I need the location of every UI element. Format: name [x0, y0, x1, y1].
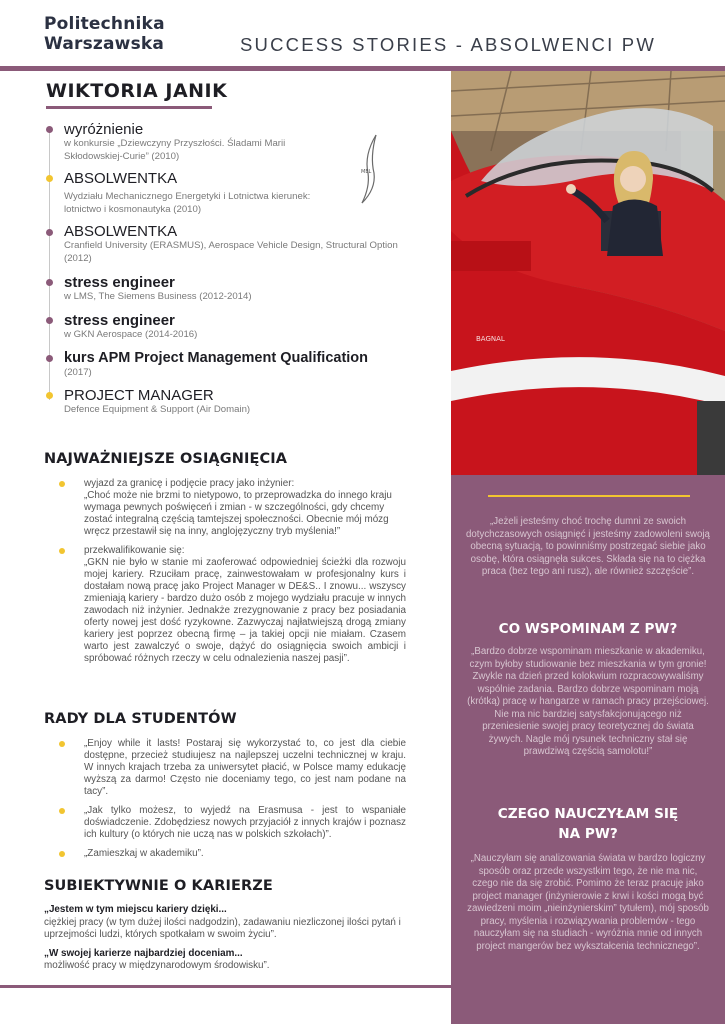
list-item [84, 805, 406, 841]
mel-logo-text: MEL [361, 169, 372, 175]
achievement-text: „Choć może nie brzmi to nietypowo, to przeprowadzka do innego kraju wymaga pewnych poświęceń i zmian - w szczególności, gdy chcemy zostać integralną częścią tamtejszej społeczności. Obecnie mój mózg wręcz przestawił się na inny, anglojęzyczny tryb myślenia!” [84, 490, 392, 537]
achievement-text: „GKN nie było w stanie mi zaoferować odpowiedniej ścieżki dla rozwoju mojej kariery. Rzuciłam pracę, zainwestowałam w profesjonalny kurs i dostałam nową pracę jako Project Manager w DE&S.. I znowu... wszyscy zmieniają kariery - bardzo dużo osób z mojego wydziału pracuje w innych zawodach niż inżynier. Jednakże zrezygnowanie z pracy bez posiadania oferty nowej jest dość ryzykowne. Zazwyczaj najłatwiejszą drogą zmiany kariery jest poprzez obecną firmę – ja takiej opcji nie miałam. Czasem warto jest zawalczyć o swoje, dążyć do osiągnięcia swoich ambicji i spróbować różnych rzeczy w celu odnalezienia naszej pasji”. [84, 557, 406, 664]
list-item [84, 848, 406, 860]
career-question: „Jestem w tym miejscu kariery dzięki... [44, 904, 227, 915]
achievement-lead: wyjazd za granicę i podjęcie pracy jako inżynier: [84, 478, 295, 489]
timeline-dot [46, 279, 53, 286]
university-logo [44, 14, 165, 54]
timeline-dot [46, 317, 53, 324]
timeline-entry [64, 350, 444, 380]
timeline-title: ABSOLWENTKA [64, 170, 178, 187]
achievement-lead: przekwalifikowanie się: [84, 545, 185, 556]
portrait-photo [451, 71, 725, 475]
timeline-detail: w GKN Aerospace (2014-2016) [64, 329, 198, 340]
page-title: SUCCESS STORIES - ABSOLWENCI PW [240, 34, 656, 55]
list-item [84, 478, 406, 538]
career-question: „W swojej karierze najbardziej doceniam... [44, 947, 243, 959]
timeline-detail: Cranfield University (ERASMUS), Aerospace Vehicle Design, Structural Option (2012) [64, 240, 398, 264]
timeline-entry [64, 274, 414, 304]
timeline-detail: w LMS, The Siemens Business (2012-2014) [64, 291, 252, 302]
timeline-detail: (2017) [64, 367, 92, 378]
timeline-title: wyróżnienie [64, 121, 144, 138]
bullet-icon [59, 741, 65, 747]
mel-faculty-logo [356, 133, 386, 205]
aircraft-lettering: BAGNAL [476, 335, 505, 343]
sidebar-quote: „Jeżeli jesteśmy choć trochę dumni ze swoich dotychczasowych osiągnięć i jesteśmy zadowoleni swoją obecną sytuacją, to powinniśmy postrzegać siebie jako osobę, która osiągnęła sukces. Składa się na to ciężka praca (bez tego ani rusz), ale również szczęście”. [466, 516, 710, 577]
advice-text: „Zamieszkaj w akademiku”. [84, 848, 204, 859]
advice-list [84, 738, 406, 860]
person-name: WIKTORIA JANIK [46, 80, 228, 102]
bullet-icon [59, 481, 65, 487]
timeline-dot [46, 175, 53, 182]
advice-text: „Enjoy while it lasts! Postaraj się wykorzystać to, co jest dla ciebie dostępne, przecież studiujesz na najlepszej uczelni technicznej w kraju. W innych krajach trzeba za uniwersytet płacić, w Polsce mamy edukację wyższą za darmo! Często nie doceniamy tego, co jest nam podane na tacy”. [84, 738, 406, 797]
timeline-title: kurs APM Project Management Qualification [64, 350, 369, 366]
timeline-detail: Defence Equipment & Support (Air Domain) [64, 404, 251, 415]
timeline-dot [46, 392, 53, 399]
sidebar-heading: CO WSPOMINAM Z PW? [498, 621, 678, 637]
logo-line-2: Warszawska [44, 34, 165, 54]
career-heading: SUBIEKTYWNIE O KARIERZE [44, 878, 273, 894]
achievements-list [84, 478, 406, 665]
timeline-dot [46, 355, 53, 362]
list-item [84, 545, 406, 665]
timeline-detail: w konkursie „Dziewczyny Przyszłości. Śladami Marii Skłodowskiej-Curie” (2010) [64, 138, 286, 162]
advice-heading: RADY DLA STUDENTÓW [44, 711, 237, 727]
career-answer: możliwość pracy w międzynarodowym środowisku”. [44, 960, 270, 971]
sidebar-text: „Nauczyłam się analizowania świata w bardzo logiczny sposób oraz przede wszystkim tego, że nie ma nic, czego nie da się zrobić. Pomimo że teraz pracuję jako project manager (inżynierowie z krwi i kości mogą być zawiedzeni moim „nieinżynierskim” tytułem), mój sposób pracy, myślenia i rozwiązywania problemów - tego nauczyłam się na studiach - wyróżnia mnie od innych project mangerów bez wykształcenia technicznego”. [467, 853, 709, 952]
sidebar-heading: CZEGO NAUCZYŁAM SIĘ NA PW? [497, 806, 679, 842]
timeline-entry [64, 387, 414, 417]
name-underline [46, 106, 212, 109]
career-block [44, 904, 414, 973]
bullet-icon [59, 851, 65, 857]
career-answer: ciężkiej pracy (w tym dużej ilości nadgodzin), zadawaniu niezliczonej ilości pytań i uprzejmości ludzi, których spotkałam w swoim życiu”. [44, 916, 401, 940]
timeline-dot [46, 126, 53, 133]
timeline-dot [46, 229, 53, 236]
bullet-icon [59, 808, 65, 814]
timeline-title: stress engineer [64, 312, 175, 329]
advice-text: „Jak tylko możesz, to wyjedź na Erasmusa - jest to wspaniałe doświadczenie. Zdobędziesz nowych przyjaciół z innych krajów i poznasz ich kultury (o których nie uczą nas w polskich szkołach)”. [84, 805, 406, 840]
achievements-heading: NAJWAŻNIEJSZE OSIĄGNIĘCIA [44, 451, 288, 467]
sidebar-accent-line [488, 495, 690, 497]
bullet-icon [59, 548, 65, 554]
timeline-detail: Wydziału Mechanicznego Energetyki i Lotnictwa kierunek: lotnictwo i kosmonautyka (2010) [64, 191, 311, 215]
timeline-entry [64, 223, 414, 265]
bottom-divider [0, 985, 452, 988]
logo-line-1: Politechnika [44, 14, 165, 34]
sidebar-text: „Bardzo dobrze wspominam mieszkanie w akademiku, czym byłoby studiowanie bez mieszkania w tym gronie! Zwykle na dzień przed kolokwium rozpracowywaliśmy wspólnie zadania. Bardzo dobrze wspominam moją (krótką) pracę w hangarze w ramach pracy przejściowej. Nie ma nic bardziej satysfakcjonującego niż przeniesienie swojej pracy teoretycznej do świata żywych. Nagle mój rysunek techniczny stał się prawdziwą częścią samolotu!” [467, 646, 709, 757]
timeline-title: stress engineer [64, 274, 175, 291]
timeline-title: PROJECT MANAGER [64, 387, 214, 404]
list-item [84, 738, 406, 798]
timeline-entry [64, 312, 414, 342]
timeline-title: ABSOLWENTKA [64, 223, 178, 240]
